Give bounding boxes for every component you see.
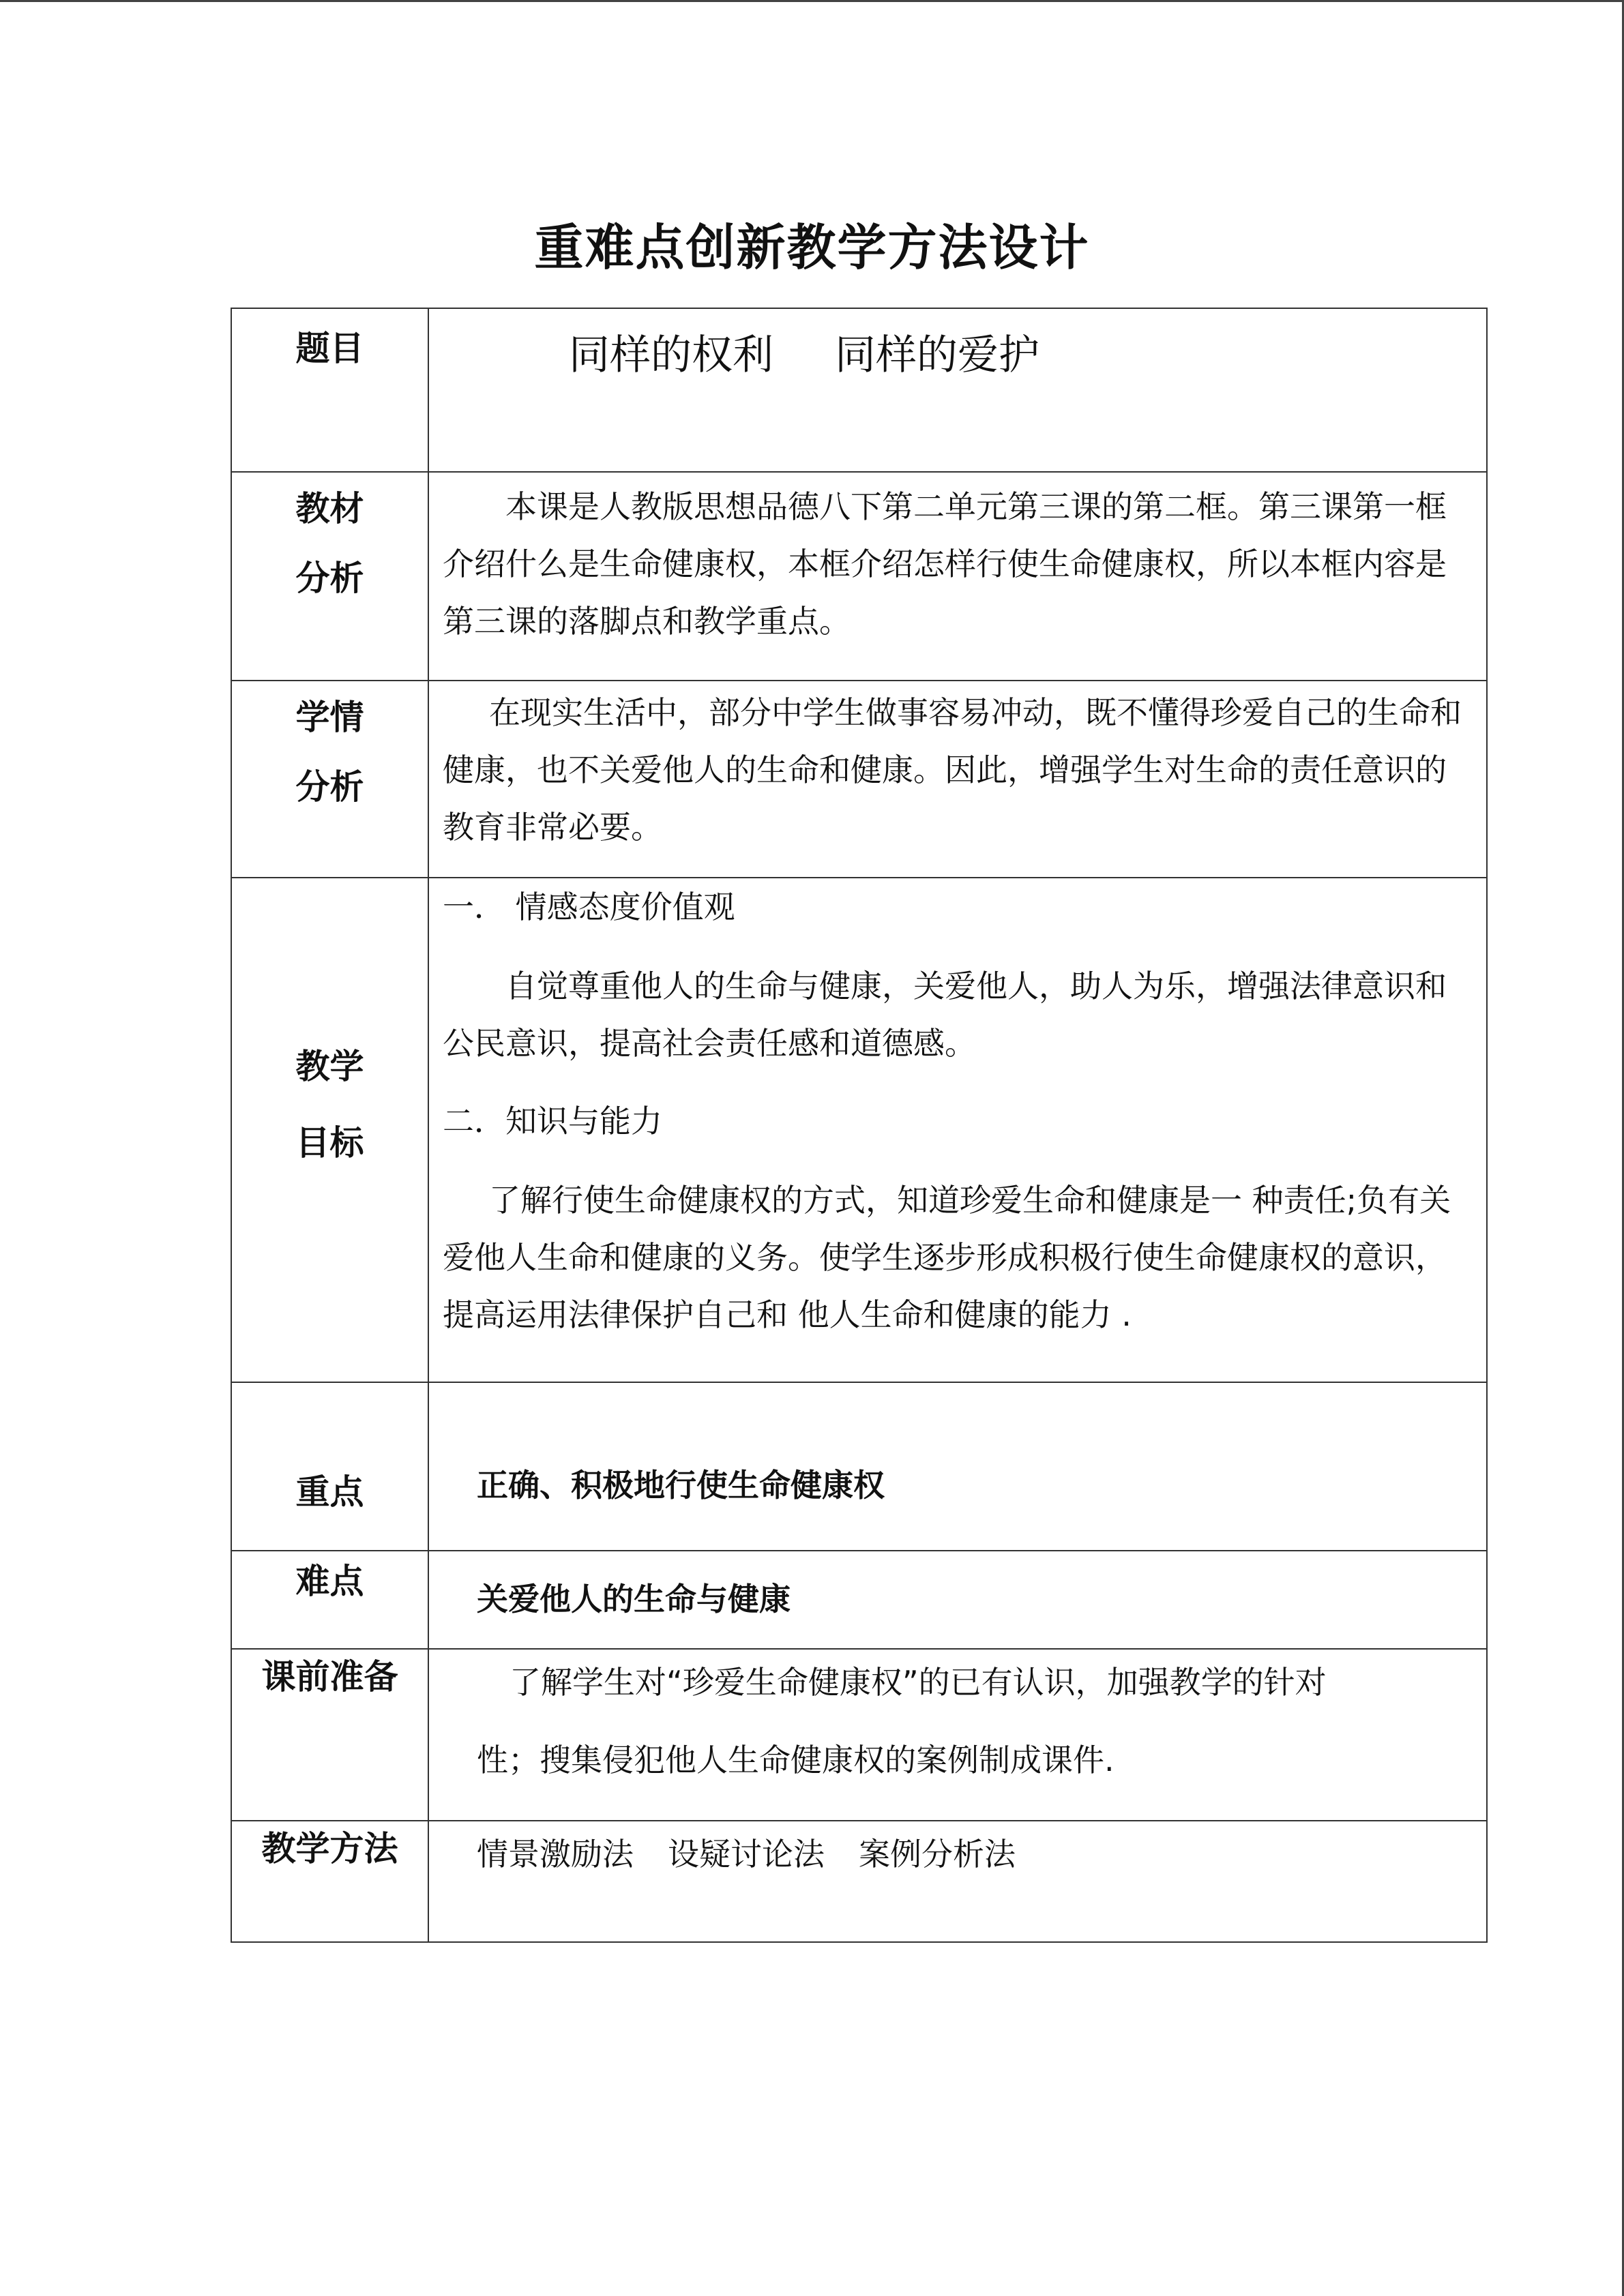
methods-list (429, 1821, 1486, 1873)
page-border-top (0, 0, 1624, 2)
content-cell (428, 1382, 1487, 1551)
content-cell (428, 681, 1487, 878)
key-point-label: 重点 (295, 1472, 364, 1512)
goal-heading-1: 一． 情感态度价值观 (443, 889, 735, 925)
label-line: 目标 (295, 1123, 364, 1163)
label-line: 教学 (295, 1047, 364, 1086)
label-cell (231, 1649, 428, 1821)
topic-value (429, 309, 1486, 381)
table-row-topic (231, 308, 1487, 472)
material-analysis-label (232, 473, 428, 613)
methods-label: 教学方法 (261, 1829, 398, 1868)
preparation-label: 课前准备 (261, 1657, 398, 1697)
content-cell (428, 472, 1487, 681)
label-cell (231, 1551, 428, 1649)
content-cell (428, 1821, 1487, 1942)
topic-label: 题目 (295, 329, 364, 368)
content-cell (428, 878, 1487, 1382)
topic-part1: 同样的权利 (569, 331, 773, 379)
label-cell (231, 681, 428, 878)
topic-part2: 同样的爱护 (835, 331, 1039, 379)
difficulty-text: 关爱他人的生命与健康 (477, 1581, 791, 1617)
method-item: 情景激励法 (477, 1836, 634, 1873)
key-point-text: 正确、积极地行使生命健康权 (477, 1467, 885, 1504)
table-row-difficulty (231, 1551, 1487, 1649)
content-cell (428, 308, 1487, 472)
content-cell (428, 1551, 1487, 1649)
lesson-plan-table (231, 308, 1488, 1943)
label-cell (231, 308, 428, 472)
table-row-material-analysis (231, 472, 1487, 681)
table-row-preparation (231, 1649, 1487, 1821)
label-cell (231, 878, 428, 1382)
goal-text-2: 了解行使生命健康权的方式，知道珍爱生命和健康是一 种责任;负有关爱他人生命和健康的义务。使学生逐步形成积极行使生命健康权的意识，提高运用法律保护自己和 他人生命和健康的能力 . (443, 1182, 1451, 1333)
preparation-line-1: 了解学生对“珍爱生命健康权”的已有认识，加强教学的针对 (510, 1664, 1327, 1701)
label-line: 教材 (295, 489, 364, 528)
label-cell (231, 1382, 428, 1551)
page-title: 重难点创新教学方法设计 (534, 219, 1090, 276)
table-row-methods (231, 1821, 1487, 1942)
table-row-key-point (231, 1382, 1487, 1551)
label-cell (231, 472, 428, 681)
table-row-student-analysis (231, 681, 1487, 878)
label-cell (231, 1821, 428, 1942)
goal-heading-2: 二．知识与能力 (443, 1103, 662, 1139)
difficulty-label: 难点 (295, 1562, 364, 1601)
student-analysis-label (232, 681, 428, 822)
label-line: 分析 (295, 558, 364, 598)
goal-text-1: 自觉尊重他人的生命与健康，关爱他人，助人为乐，增强法律意识和公民意识，提高社会责任感和道德感。 (443, 968, 1447, 1062)
table-row-teaching-goals (231, 878, 1487, 1382)
method-item: 设疑讨论法 (668, 1836, 825, 1873)
label-line: 学情 (295, 698, 364, 737)
content-cell (428, 1649, 1487, 1821)
material-analysis-text: 本课是人教版思想品德八下第二单元第三课的第二框。第三课第一框介绍什么是生命健康权，本框介绍怎样行使生命健康权，所以本框内容是第三课的落脚点和教学重点。 (443, 488, 1447, 640)
preparation-line-2: 性；搜集侵犯他人生命健康权的案例制成课件. (477, 1742, 1114, 1778)
label-line: 分析 (295, 767, 364, 807)
student-analysis-text: 在现实生活中，部分中学生做事容易冲动，既不懂得珍爱自己的生命和健康，也不关爱他人的生命和健康。因此，增强学生对生命的责任意识的教育非常必要。 (443, 694, 1462, 846)
method-item: 案例分析法 (859, 1836, 1016, 1873)
teaching-goals-label (232, 878, 428, 1382)
